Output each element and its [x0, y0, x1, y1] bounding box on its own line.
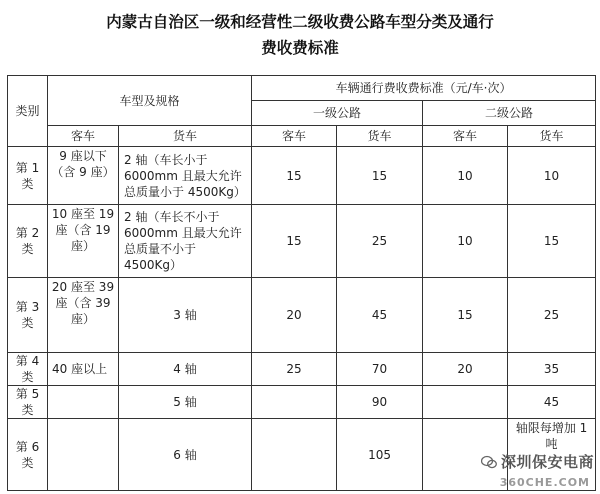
table-row [8, 278, 596, 353]
table-row [8, 386, 596, 419]
watermark-text: 深圳保安电商 [500, 453, 594, 471]
row-cargo: 2 轴（车长不小于 6000mm 且最大允许总质量不小于 4500Kg） [119, 205, 252, 278]
row-cargo: 5 轴 [119, 386, 252, 419]
row-category: 第 3 类 [8, 278, 48, 353]
row-g2-passenger [423, 386, 508, 419]
row-category: 第 5 类 [8, 386, 48, 419]
row-g1-passenger [252, 386, 337, 419]
row-g2-passenger: 15 [423, 278, 508, 353]
row-passenger [48, 419, 119, 491]
row-g1-passenger: 25 [252, 353, 337, 386]
row-cargo: 6 轴 [119, 419, 252, 491]
header-g2-passenger: 客车 [423, 126, 508, 147]
row-g2-passenger: 20 [423, 353, 508, 386]
row-g1-passenger: 20 [252, 278, 337, 353]
header-vehicle-spec: 车型及规格 [48, 76, 252, 126]
header-g2-cargo: 货车 [508, 126, 596, 147]
row-g2-cargo: 轴限每增加 1 吨 [508, 419, 596, 491]
toll-table [7, 75, 596, 491]
row-g1-passenger: 15 [252, 205, 337, 278]
watermark [481, 451, 594, 472]
page-title-line2: 费收费标准 [261, 39, 339, 57]
wechat-icon [481, 455, 497, 469]
row-passenger: 20 座至 39 座（含 39 座） [48, 278, 119, 353]
row-g2-cargo: 45 [508, 386, 596, 419]
row-passenger: 10 座至 19 座（含 19 座） [48, 205, 119, 278]
page-title: 内蒙古自治区一级和经营性二级收费公路车型分类及通行 [106, 13, 494, 31]
header-g1-cargo: 货车 [337, 126, 423, 147]
table-row [8, 147, 596, 205]
row-g1-passenger [252, 419, 337, 491]
header-passenger: 客车 [48, 126, 119, 147]
header-grade1: 一级公路 [252, 101, 423, 126]
header-cargo: 货车 [119, 126, 252, 147]
row-g1-cargo: 45 [337, 278, 423, 353]
row-g2-passenger: 10 [423, 147, 508, 205]
row-cargo: 4 轴 [119, 353, 252, 386]
header-g1-passenger: 客车 [252, 126, 337, 147]
row-g1-cargo: 90 [337, 386, 423, 419]
row-cargo: 2 轴（车长小于 6000mm 且最大允许总质量小于 4500Kg） [119, 147, 252, 205]
row-g2-cargo: 15 [508, 205, 596, 278]
row-passenger: 9 座以下（含 9 座） [48, 147, 119, 205]
header-category: 类别 [8, 76, 48, 147]
row-g2-cargo: 10 [508, 147, 596, 205]
header-fee-standard: 车辆通行费收费标准（元/车·次） [252, 76, 596, 101]
row-cargo: 3 轴 [119, 278, 252, 353]
row-g1-cargo: 15 [337, 147, 423, 205]
row-passenger [48, 386, 119, 419]
table-row [8, 353, 596, 386]
row-g2-cargo: 25 [508, 278, 596, 353]
row-category: 第 4 类 [8, 353, 48, 386]
row-category: 第 6 类 [8, 419, 48, 491]
row-g1-cargo: 25 [337, 205, 423, 278]
row-g1-cargo: 105 [337, 419, 423, 491]
watermark-site: 360CHE.COM [499, 476, 590, 489]
row-g2-passenger: 10 [423, 205, 508, 278]
row-category: 第 1 类 [8, 147, 48, 205]
table-row [8, 205, 596, 278]
row-passenger: 40 座以上 [48, 353, 119, 386]
row-g1-cargo: 70 [337, 353, 423, 386]
row-g2-cargo: 35 [508, 353, 596, 386]
header-grade2: 二级公路 [423, 101, 596, 126]
row-category: 第 2 类 [8, 205, 48, 278]
row-g1-passenger: 15 [252, 147, 337, 205]
